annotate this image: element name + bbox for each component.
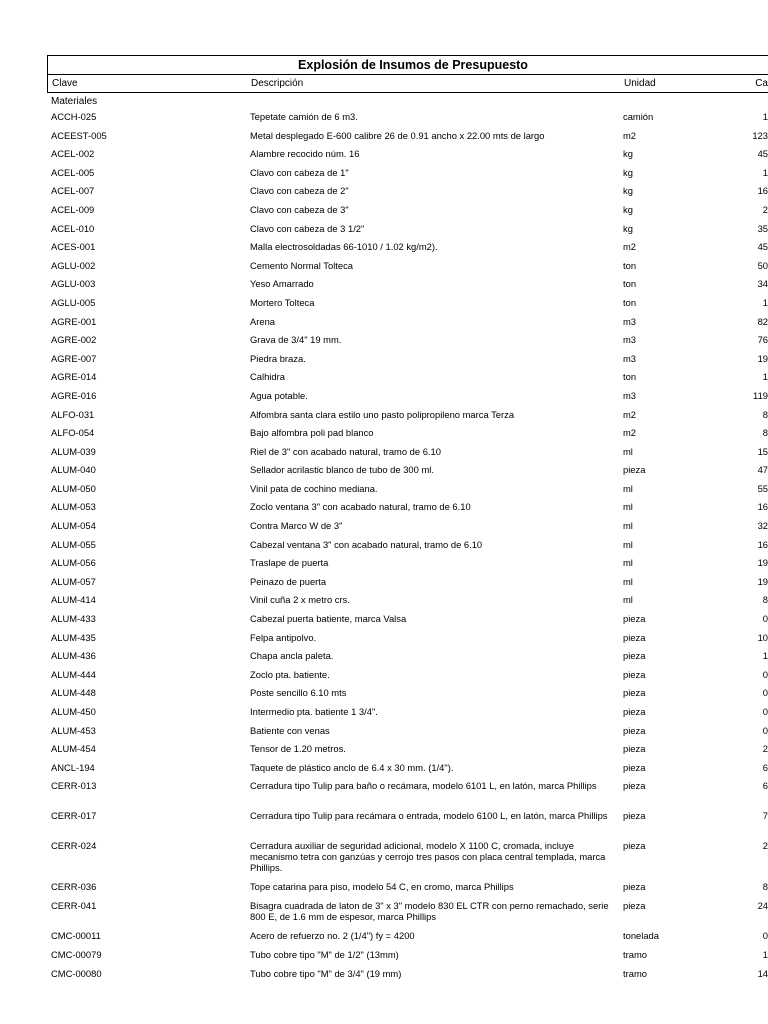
cell-descripcion: Mortero Tolteca xyxy=(250,296,315,308)
cell-cantidad: 119 xyxy=(753,389,768,401)
cell-descripcion: Alambre recocido núm. 16 xyxy=(250,148,360,160)
cell-clave: ALUM-050 xyxy=(51,482,96,494)
table-row xyxy=(47,669,768,688)
cell-cantidad: 7 xyxy=(762,810,768,822)
cell-unidad: pieza xyxy=(623,761,646,773)
cell-unidad: ml xyxy=(623,482,633,494)
cell-clave: ALUM-453 xyxy=(51,724,96,736)
cell-descripcion: Acero de refuerzo no. 2 (1/4") fy = 4200 xyxy=(250,930,415,942)
cell-clave: AGLU-005 xyxy=(51,296,96,308)
cell-unidad: kg xyxy=(623,185,633,197)
table-row xyxy=(47,464,768,483)
cell-clave: ACEEST-005 xyxy=(51,129,107,141)
table-row xyxy=(47,780,768,810)
table-row xyxy=(47,223,768,242)
cell-descripcion: Clavo con cabeza de 3 1/2" xyxy=(250,222,365,234)
cell-unidad: ton xyxy=(623,278,637,290)
table-row xyxy=(47,613,768,632)
cell-clave: ALUM-040 xyxy=(51,464,96,476)
cell-descripcion: Cabezal puerta batiente, marca Valsa xyxy=(250,613,407,625)
cell-clave: ACEL-002 xyxy=(51,148,95,160)
cell-cantidad: 8 xyxy=(762,427,768,439)
cell-clave: ALUM-433 xyxy=(51,613,96,625)
table-row xyxy=(47,204,768,223)
cell-unidad: pieza xyxy=(623,840,646,852)
cell-unidad: pieza xyxy=(623,687,646,699)
cell-descripcion: Tensor de 1.20 metros. xyxy=(250,743,346,755)
cell-unidad: ml xyxy=(623,538,633,550)
table-row xyxy=(47,111,768,130)
cell-clave: CERR-041 xyxy=(51,900,97,912)
cell-clave: CMC-00079 xyxy=(51,948,102,960)
table-row xyxy=(47,278,768,297)
cell-clave: ALUM-054 xyxy=(51,520,96,532)
cell-clave: ALUM-436 xyxy=(51,650,96,662)
cell-unidad: pieza xyxy=(623,724,646,736)
table-row xyxy=(47,539,768,558)
cell-descripcion: Grava de 3/4" 19 mm. xyxy=(250,334,342,346)
cell-cantidad: 45 xyxy=(757,241,768,253)
cell-descripcion: Arena xyxy=(250,315,276,327)
cell-descripcion: Vinil pata de cochino mediana. xyxy=(250,482,378,494)
cell-clave: AGRE-002 xyxy=(51,334,97,346)
cell-descripcion: Tubo cobre tipo "M" de 1/2" (13mm) xyxy=(250,948,399,960)
cell-unidad: kg xyxy=(623,222,633,234)
cell-cantidad: 1 xyxy=(762,296,768,308)
cell-unidad: m2 xyxy=(623,129,637,141)
cell-cantidad: 1 xyxy=(762,948,768,960)
table-row xyxy=(47,632,768,651)
cell-descripcion: Metal desplegado E-600 calibre 26 de 0.91 ancho x 22.00 mts de largo xyxy=(250,129,545,141)
cell-clave: ALUM-444 xyxy=(51,668,96,680)
cell-cantidad: 0 xyxy=(762,724,768,736)
cell-cantidad: 6 xyxy=(762,761,768,773)
table-row xyxy=(47,650,768,669)
table-row xyxy=(47,260,768,279)
cell-unidad: ml xyxy=(623,520,633,532)
cell-cantidad: 8 xyxy=(762,881,768,893)
cell-descripcion: Cerradura tipo Tulip para recámara o entrada, modelo 6100 L, en latón, marca Phillips xyxy=(250,810,608,822)
table-row xyxy=(47,130,768,149)
cell-cantidad: 8 xyxy=(762,408,768,420)
table-row xyxy=(47,297,768,316)
cell-cantidad: 1 xyxy=(762,650,768,662)
cell-unidad: ml xyxy=(623,557,633,569)
cell-clave: ANCL-194 xyxy=(51,761,95,773)
cell-unidad: ton xyxy=(623,371,637,383)
cell-clave: AGRE-016 xyxy=(51,389,97,401)
cell-clave: ALUM-055 xyxy=(51,538,96,550)
table-body xyxy=(47,111,768,986)
cell-cantidad: 0 xyxy=(762,687,768,699)
cell-clave: ACEL-010 xyxy=(51,222,95,234)
cell-unidad: ton xyxy=(623,296,637,308)
cell-clave: ACEL-009 xyxy=(51,203,95,215)
table-row xyxy=(47,390,768,409)
cell-clave: CERR-013 xyxy=(51,780,97,792)
table-row xyxy=(47,743,768,762)
table-row xyxy=(47,930,768,949)
cell-descripcion: Peinazo de puerta xyxy=(250,575,327,587)
cell-clave: ALUM-056 xyxy=(51,557,96,569)
cell-descripcion: Sellador acrilastic blanco de tubo de 300 ml. xyxy=(250,464,434,476)
cell-unidad: m2 xyxy=(623,427,637,439)
cell-cantidad: 55 xyxy=(757,482,768,494)
cell-unidad: m2 xyxy=(623,241,637,253)
table-row xyxy=(47,881,768,900)
cell-descripcion: Alfombra santa clara estilo uno pasto polipropileno marca Terza xyxy=(250,408,515,420)
cell-unidad: m2 xyxy=(623,408,637,420)
cell-cantidad: 1 xyxy=(762,166,768,178)
cell-clave: ALFO-031 xyxy=(51,408,95,420)
cell-cantidad: 34 xyxy=(757,278,768,290)
cell-unidad: m3 xyxy=(623,315,637,327)
cell-clave: ACES-001 xyxy=(51,241,96,253)
cell-cantidad: 35 xyxy=(757,222,768,234)
cell-descripcion: Tepetate camión de 6 m3. xyxy=(250,111,358,122)
cell-descripcion: Tubo cobre tipo "M" de 3/4" (19 mm) xyxy=(250,967,402,979)
cell-unidad: kg xyxy=(623,203,633,215)
cell-cantidad: 16 xyxy=(757,538,768,550)
cell-cantidad: 2 xyxy=(762,743,768,755)
cell-unidad: tramo xyxy=(623,948,647,960)
table-row xyxy=(47,241,768,260)
table-row xyxy=(47,501,768,520)
table-row xyxy=(47,706,768,725)
table-row xyxy=(47,725,768,744)
header-clave: Clave xyxy=(52,78,78,89)
cell-descripcion: Clavo con cabeza de 2" xyxy=(250,185,349,197)
budget-sheet xyxy=(47,55,768,986)
cell-cantidad: 10 xyxy=(757,631,768,643)
table-row xyxy=(47,353,768,372)
cell-unidad: m3 xyxy=(623,389,637,401)
cell-cantidad: 2 xyxy=(762,203,768,215)
table-row xyxy=(47,840,768,881)
cell-descripcion: Cabezal ventana 3" con acabado natural, tramo de 6.10 xyxy=(250,538,483,550)
cell-descripcion: Yeso Amarrado xyxy=(250,278,314,290)
table-row xyxy=(47,949,768,968)
cell-descripcion: Clavo con cabeza de 3" xyxy=(250,203,349,215)
table-row xyxy=(47,594,768,613)
cell-unidad: ml xyxy=(623,575,633,587)
cell-cantidad: 2 xyxy=(762,840,768,852)
cell-clave: ACCH-025 xyxy=(51,111,97,122)
cell-cantidad: 6 xyxy=(762,780,768,792)
cell-unidad: pieza xyxy=(623,631,646,643)
cell-clave: ACEL-007 xyxy=(51,185,95,197)
cell-descripcion: Intermedio pta. batiente 1 3/4". xyxy=(250,706,378,717)
cell-clave: CERR-017 xyxy=(51,810,97,822)
cell-descripcion: Zoclo ventana 3" con acabado natural, tramo de 6.10 xyxy=(250,501,471,513)
cell-clave: ALUM-057 xyxy=(51,575,96,587)
cell-clave: CMC-00080 xyxy=(51,967,102,979)
cell-cantidad: 1 xyxy=(762,371,768,383)
cell-descripcion: Taquete de plástico anclo de 6.4 x 30 mm. (1/4"). xyxy=(250,761,454,773)
cell-unidad: pieza xyxy=(623,706,646,717)
cell-unidad: pieza xyxy=(623,743,646,755)
cell-cantidad: 82 xyxy=(757,315,768,327)
cell-clave: ALUM-039 xyxy=(51,445,96,457)
cell-descripcion: Batiente con venas xyxy=(250,724,330,736)
cell-clave: ALUM-448 xyxy=(51,687,96,699)
cell-descripcion: Cemento Normal Tolteca xyxy=(250,259,353,271)
cell-clave: ALUM-435 xyxy=(51,631,96,643)
cell-clave: AGLU-002 xyxy=(51,259,96,271)
table-row xyxy=(47,900,768,930)
cell-cantidad: 24 xyxy=(757,900,768,912)
cell-cantidad: 19 xyxy=(757,352,768,364)
cell-unidad: tonelada xyxy=(623,930,659,942)
cell-descripcion: Cerradura auxiliar de seguridad adicional, modelo X 1100 C, cromada, incluye mecanismo tetra con ganzúas y cerrojo tres pasos con placa central templada, marca Phillips. xyxy=(250,840,606,874)
table-row xyxy=(47,148,768,167)
cell-cantidad: 0 xyxy=(762,706,768,717)
table-row xyxy=(47,316,768,335)
column-header-row xyxy=(47,75,768,93)
cell-cantidad: 47 xyxy=(757,464,768,476)
table-row xyxy=(47,576,768,595)
cell-clave: ALFO-054 xyxy=(51,427,95,439)
cell-descripcion: Calhidra xyxy=(250,371,285,383)
cell-unidad: pieza xyxy=(623,780,646,792)
cell-unidad: ton xyxy=(623,259,637,271)
cell-cantidad: 16 xyxy=(757,501,768,513)
cell-cantidad: 76 xyxy=(757,334,768,346)
table-row xyxy=(47,409,768,428)
cell-unidad: m3 xyxy=(623,334,637,346)
cell-cantidad: 123 xyxy=(752,129,768,141)
cell-cantidad: 0 xyxy=(762,668,768,680)
cell-descripcion: Riel de 3" con acabado natural, tramo de 6.10 xyxy=(250,445,441,457)
sheet-title: Explosión de Insumos de Presupuesto xyxy=(47,55,768,75)
table-row xyxy=(47,185,768,204)
cell-descripcion: Bajo alfombra poli pad blanco xyxy=(250,427,374,439)
cell-clave: AGRE-014 xyxy=(51,371,97,383)
cell-clave: CERR-036 xyxy=(51,881,97,893)
cell-unidad: pieza xyxy=(623,900,646,912)
table-row xyxy=(47,557,768,576)
cell-cantidad: 15 xyxy=(757,445,768,457)
table-row xyxy=(47,810,768,840)
cell-cantidad: 50 xyxy=(757,259,768,271)
table-row xyxy=(47,334,768,353)
header-unidad: Unidad xyxy=(624,78,656,89)
table-row xyxy=(47,167,768,186)
cell-descripcion: Bisagra cuadrada de laton de 3" x 3" modelo 830 EL CTR con perno remachado, serie 800 E, de 1.6 mm de espesor, marca Phillips xyxy=(250,900,609,923)
cell-clave: ALUM-414 xyxy=(51,594,96,606)
cell-descripcion: Agua potable. xyxy=(250,389,308,401)
table-row xyxy=(47,371,768,390)
table-row xyxy=(47,687,768,706)
cell-clave: ALUM-053 xyxy=(51,501,96,513)
header-cantidad: Ca xyxy=(755,78,768,89)
cell-cantidad: 1 xyxy=(762,111,768,122)
cell-descripcion: Cerradura tipo Tulip para baño o recámara, modelo 6101 L, en latón, marca Phillips xyxy=(250,780,597,792)
cell-unidad: kg xyxy=(623,166,633,178)
cell-cantidad: 16 xyxy=(757,185,768,197)
cell-unidad: pieza xyxy=(623,464,646,476)
cell-clave: AGRE-001 xyxy=(51,315,97,327)
cell-cantidad: 19 xyxy=(757,575,768,587)
cell-descripcion: Poste sencillo 6.10 mts xyxy=(250,687,347,699)
cell-unidad: m3 xyxy=(623,352,637,364)
cell-unidad: ml xyxy=(623,445,633,457)
cell-cantidad: 19 xyxy=(757,557,768,569)
table-row xyxy=(47,520,768,539)
cell-descripcion: Piedra braza. xyxy=(250,352,306,364)
cell-clave: CERR-024 xyxy=(51,840,97,852)
cell-cantidad: 45 xyxy=(757,148,768,160)
table-row xyxy=(47,446,768,465)
cell-clave: ALUM-450 xyxy=(51,706,96,717)
table-row xyxy=(47,762,768,781)
cell-unidad: pieza xyxy=(623,881,646,893)
cell-descripcion: Chapa ancla paleta. xyxy=(250,650,334,662)
cell-cantidad: 0 xyxy=(762,930,768,942)
cell-unidad: tramo xyxy=(623,967,647,979)
cell-descripcion: Contra Marco W de 3" xyxy=(250,520,343,532)
cell-descripcion: Malla electrosoldadas 66-1010 / 1.02 kg/m2). xyxy=(250,241,438,253)
cell-clave: CMC-00011 xyxy=(51,930,101,942)
cell-unidad: ml xyxy=(623,594,633,606)
cell-descripcion: Vinil cuña 2 x metro crs. xyxy=(250,594,350,606)
cell-cantidad: 32 xyxy=(757,520,768,532)
cell-clave: ACEL-005 xyxy=(51,166,95,178)
table-row xyxy=(47,427,768,446)
cell-descripcion: Traslape de puerta xyxy=(250,557,329,569)
cell-unidad: pieza xyxy=(623,650,646,662)
cell-cantidad: 0 xyxy=(762,613,768,625)
cell-unidad: kg xyxy=(623,148,633,160)
section-label: Materiales xyxy=(51,96,98,107)
cell-clave: AGRE-007 xyxy=(51,352,97,364)
cell-descripcion: Clavo con cabeza de 1" xyxy=(250,166,349,178)
cell-descripcion: Zoclo pta. batiente. xyxy=(250,668,330,680)
cell-descripcion: Tope catarina para piso, modelo 54 C, en cromo, marca Phillips xyxy=(250,881,514,893)
table-row xyxy=(47,483,768,502)
cell-unidad: pieza xyxy=(623,613,646,625)
cell-cantidad: 14 xyxy=(757,967,768,979)
cell-unidad: pieza xyxy=(623,668,646,680)
cell-unidad: camión xyxy=(623,111,654,122)
cell-unidad: pieza xyxy=(623,810,646,822)
cell-descripcion: Felpa antipolvo. xyxy=(250,631,317,643)
header-descripcion: Descripción xyxy=(251,78,304,89)
cell-clave: AGLU-003 xyxy=(51,278,96,290)
cell-cantidad: 8 xyxy=(762,594,768,606)
cell-clave: ALUM-454 xyxy=(51,743,96,755)
cell-unidad: ml xyxy=(623,501,633,513)
table-row xyxy=(47,968,768,987)
